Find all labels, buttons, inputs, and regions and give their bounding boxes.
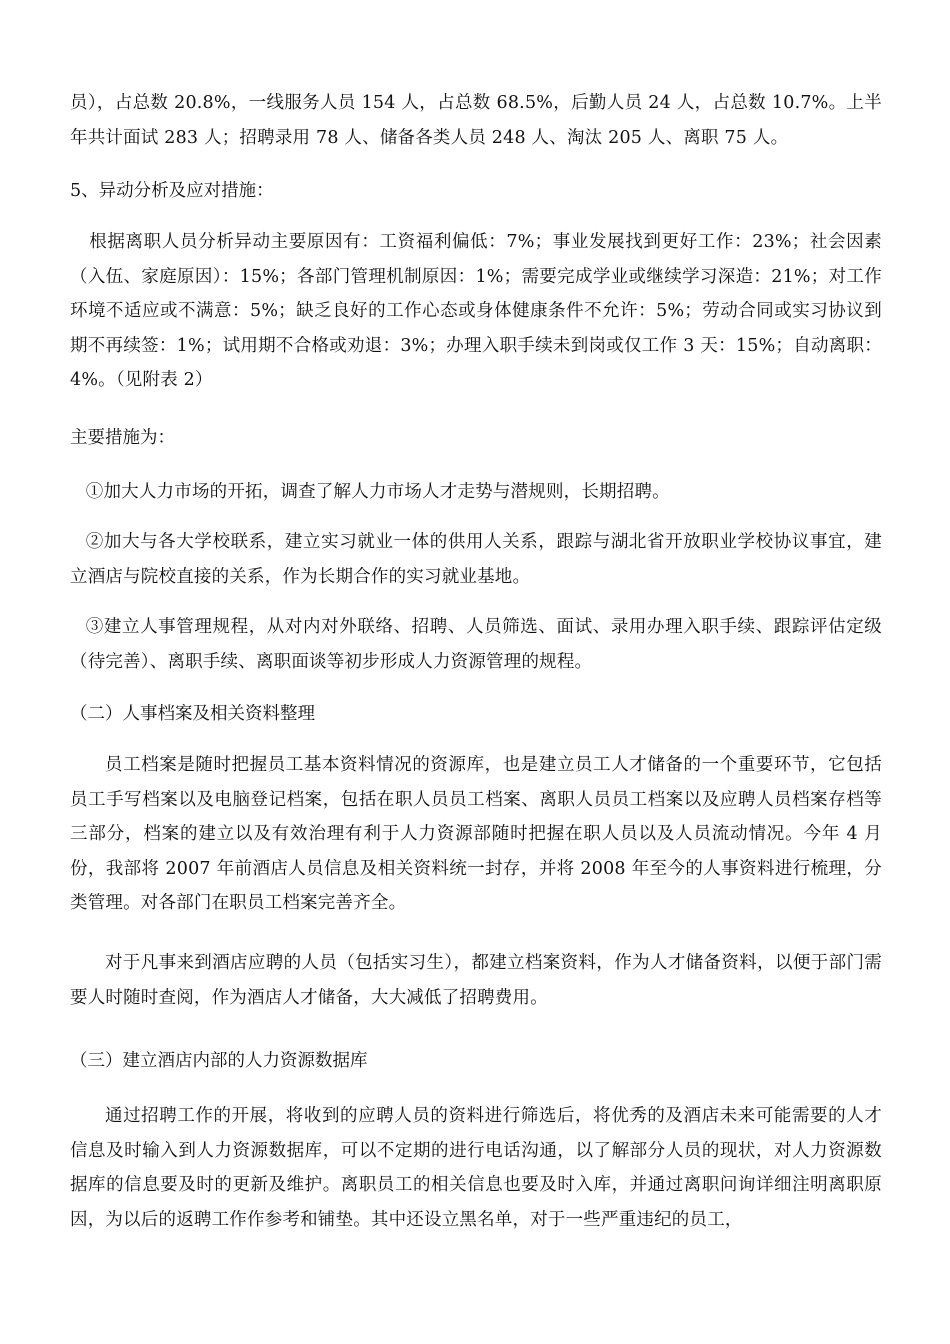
paragraph-hr-database: 通过招聘工作的开展，将收到的应聘人员的资料进行筛选后，将优秀的及酒店未来可能需要的人才信息及时输入到人力资源数据库，可以不定期的进行电话沟通，以了解部分人员的现状，对人力资源数据库的信息要及时的更新及维护。离职员工的相关信息也要及时入库，并通过离职问询详细注明离职原因，为以后的返聘工作作参考和铺垫。其中还设立黑名单，对于一些严重违纪的员工， [70, 1106, 882, 1230]
section-title-personnel-files: （二）人事档案及相关资料整理 [70, 704, 315, 724]
measure-item-2: ②加大与各大学校联系，建立实习就业一体的供用人关系，跟踪与湖北省开放职业学校协议事宜，建立酒店与院校直接的关系，作为长期合作的实习就业基地。 [70, 532, 882, 587]
section-title-hr-database: （三）建立酒店内部的人力资源数据库 [70, 1051, 368, 1071]
measure-item-1: ①加大人力市场的开拓，调查了解人力市场人才走势与潜规则，长期招聘。 [85, 482, 670, 502]
heading-main-measures: 主要措施为： [70, 428, 175, 448]
measure-item-3: ③建立人事管理规程，从对内对外联络、招聘、人员筛选、面试、录用办理入职手续、跟踪评估定级（待完善）、离职手续、离职面谈等初步形成人力资源管理的规程。 [70, 617, 882, 672]
heading-turnover-analysis: 5、异动分析及应对措施： [70, 181, 274, 201]
paragraph-turnover-reasons: 根据离职人员分析异动主要原因有：工资福利偏低：7%；事业发展找到更好工作：23%；社会因素（入伍、家庭原因）：15%；各部门管理机制原因：1%；需要完成学业或继续学习深造：21%；对工作环境不适应或不满意：5%；缺乏良好的工作心态或身体健康条件不允许：5%；劳动合同或实习协议到期不再续签：1%；试用期不合格或劝退：3%；办理入职手续未到岗或仅工作 3 天：15%；自动离职：4%。（见附表 2） [70, 232, 882, 390]
paragraph-staff-summary: 员），占总数 20.8%，一线服务人员 154 人，占总数 68.5%，后勤人员 24 人，占总数 10.7%。上半年共计面试 283 人；招聘录用 78 人、储备各类人员 248 人、淘汰 205 人、离职 75 人。 [70, 93, 882, 148]
paragraph-personnel-files: 员工档案是随时把握员工基本资料情况的资源库，也是建立员工人才储备的一个重要环节，它包括员工手写档案以及电脑登记档案，包括在职人员员工档案、离职人员员工档案以及应聘人员档案存档等三部分，档案的建立以及有效治理有利于人力资源部随时把握在职人员以及人员流动情况。今年 4 月份，我部将 2007 年前酒店人员信息及相关资料统一封存，并将 2008 年至今的人事资料进行梳理，分类管理。对各部门在职员工档案完善齐全。 [70, 755, 882, 913]
paragraph-applicant-files: 对于凡事来到酒店应聘的人员（包括实习生），都建立档案资料，作为人才储备资料，以便于部门需要人时随时查阅，作为酒店人才储备，大大减低了招聘费用。 [70, 953, 882, 1008]
